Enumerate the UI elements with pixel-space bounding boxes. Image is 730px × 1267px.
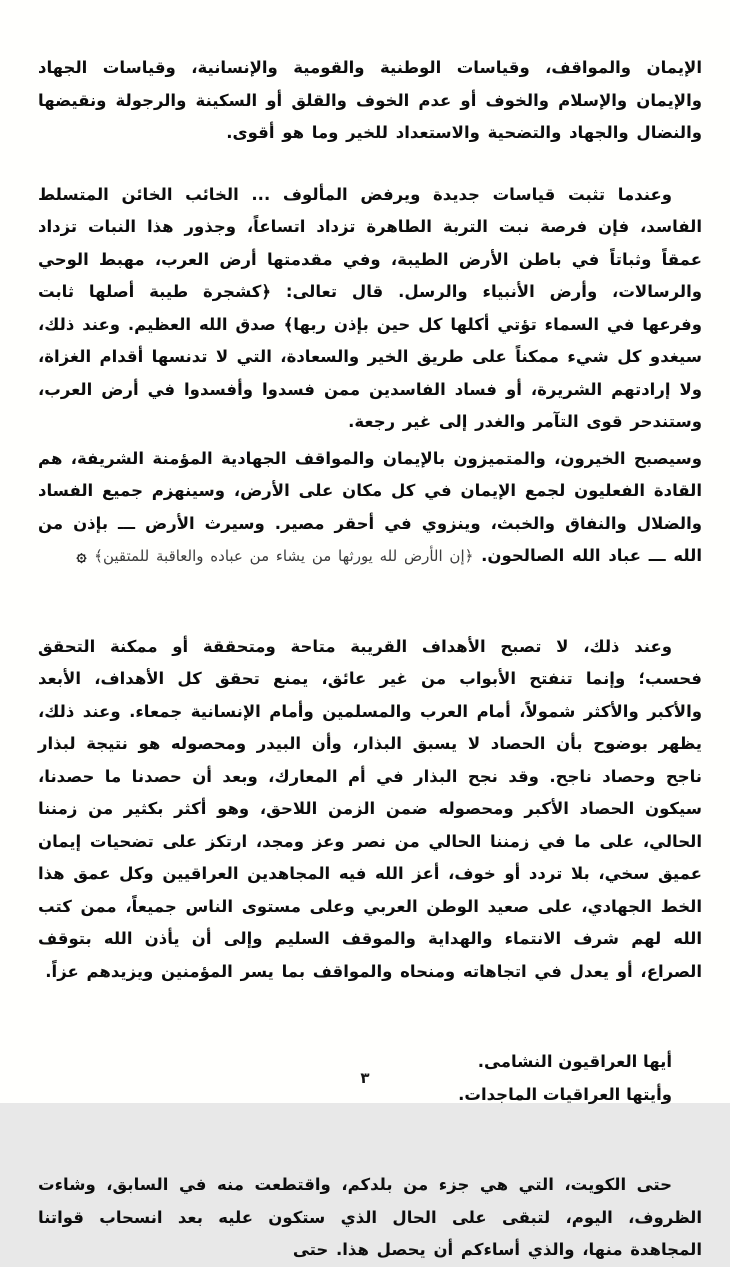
paragraph-righteous-leaders-text: وسيصبح الخيرون، والمتميزون بالإيمان والمواقف الجهادية المؤمنة الشريفة، هم القادة الفعليون لجمع الإيمان في كل مكان على الأرض، وسينهزم جميع الفساد والضلال والنفاق والخبث، وينزوي في أحقر مصير. وسيرث الأرض ـــ بإذن من الله ـــ عباد الله الصالحون. <box>38 448 702 565</box>
paragraph-continuation: الإيمان والمواقف، وقياسات الوطنية والقومية والإنسانية، وقياسات الجهاد والإيمان والإسلام والخوف أو عدم الخوف والقلق أو السكينة والرجولة ونقيضها والنضال والجهاد والتضحية والاستعداد للخير وما هو أقوى. <box>38 58 702 142</box>
address-line-iraqi-men: أيها العراقيون النشامى. <box>477 1052 672 1071</box>
address-line-iraqi-women: وأيتها العراقيات الماجدات. <box>458 1084 672 1104</box>
blank-line-spacer <box>38 1017 702 1046</box>
quran-verse-inheritance: ﴿إن الأرض لله يورثها من يشاء من عباده والعاقبة للمتقين﴾ <box>94 547 474 565</box>
blank-line-spacer <box>38 602 702 631</box>
paragraph-new-measures: وعندما تثبت قياسات جديدة ويرفض المألوف ... الخائب الخائن المتسلط الفاسد، فإن فرصة نبت التربة الطاهرة تزداد اتساعاً، وجذور هذا النبات تزداد عمقاً وثباتاً في باطن الأرض الطيبة، وفي مقدمتها أرض العرب، مهبط الوحي والرسالات، وأرض الأنبياء والرسل. قال تعالى: ﴿كشجرة طيبة أصلها ثابت وفرعها في السماء تؤتي أكلها كل حين بإذن ربها﴾ صدق الله العظيم. وعند ذلك، سيغدو كل شيء ممكناً على طريق الخير والسعادة، التي لا تدنسها أقدام الغزاة، ولا إرادتهم الشريرة، أو فساد الفاسدين ممن فسدوا وأفسدوا في أرض العرب، وستندحر قوى التآمر والغدر إلى غير رجعة. <box>38 184 702 431</box>
paragraph-kuwait: حتى الكويت، التي هي جزء من بلدكم، واقتطعت منه في السابق، وشاءت الظروف، اليوم، لتبقى على الحال الذي ستكون عليه بعد انسحاب قواتنا المجاهدة منها، والذي أساءكم أن يحصل هذا. حتى <box>38 1175 702 1259</box>
paragraph-harvest-goals: وعند ذلك، لا تصبح الأهداف القريبة متاحة ومتحققة أو ممكنة التحقق فحسب؛ وإنما تنفتح الأبواب من غير عائق، يمنع تحقق كل الأهداف، الأبعد والأكبر والأكثر شمولاً، أمام العرب والمسلمين وأمام الإنسانية جمعاء. وعند ذلك، يظهر بوضوح بأن الحصاد لا يسبق البذار، وأن البيدر ومحصوله هو نتيجة لبذار ناجح وحصاد ناجح. وقد نجح البذار في أم المعارك، وبعد أن حصدنا ما حصدنا، سيكون الحصاد الأكبر ومحصوله ضمن الزمن اللاحق، وهو أكثر بكثير من زمننا الحالي، على ما في زمننا الحالي من نصر وعز ومجد، ارتكز على تضحيات إيمان عميق سخي، بلا تردد أو خوف، أعز الله فيه المجاهدين العراقيين وكل عمق هذا الخط الجهادي، على صعيد الوطن العربي وعلى مستوى الناس جميعاً، ممن كتب الله لهم شرف الانتماء والهداية والموقف السليم وإلى أن يأذن الله بتوقف الصراع، أو يعدل في اتجاهاته ومنحاه والمواقف بما يسر المؤمنين ويزيدهم عزاً. <box>38 636 702 981</box>
blank-line-spacer <box>38 1140 702 1169</box>
quran-end-ornament-icon: ۞ <box>76 546 87 566</box>
page-number: ٣ <box>360 1069 370 1087</box>
paragraph-righteous-leaders <box>38 443 702 573</box>
